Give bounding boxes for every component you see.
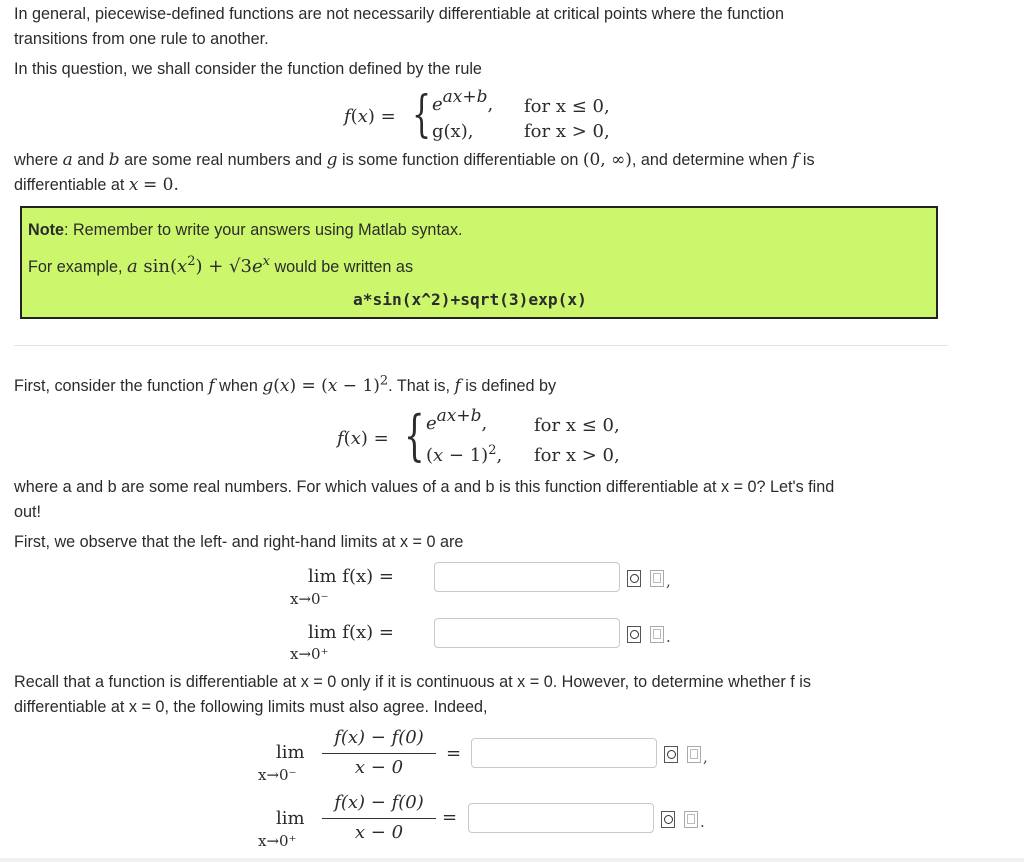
note-line-2: For example, a $\sin(x^2) + √3e^x$ would be written as <box>28 254 414 277</box>
note-example-math: a $\sin(x^2) + √3e^x$ <box>126 254 270 277</box>
dq-left-eq: = <box>446 743 462 764</box>
preview-icon[interactable] <box>627 570 641 587</box>
def1-case1-cond: for x ≤ 0, <box>524 96 610 117</box>
section-divider <box>14 345 948 346</box>
lim-left-top: lim f(x) = <box>308 566 394 587</box>
answer-punct: . <box>700 813 705 831</box>
def2-case1-expr: eax+b, <box>426 406 488 434</box>
preview-icon[interactable] <box>627 626 641 643</box>
recall-line-2: differentiable at x = 0, the following limits must also agree. Indeed, <box>14 698 488 716</box>
dq-left-bar <box>322 753 436 754</box>
dq-right-num: f(x) − f(0) <box>334 792 424 813</box>
part1-observe: First, we observe that the left- and right-hand limits at x = 0 are <box>14 533 464 551</box>
lim-right-top: lim f(x) = <box>308 622 394 643</box>
def2-case1-exp: ax+b <box>436 406 482 426</box>
def2-brace: { <box>404 404 425 467</box>
help-icon[interactable] <box>687 746 701 763</box>
def1-brace: { <box>412 85 432 143</box>
recall-line-1: Recall that a function is differentiable at x = 0 only if it is continuous at x = 0. However, to determine whether f is <box>14 673 811 691</box>
def1-case1-exp: ax+b <box>442 87 488 107</box>
dq-left-den: x − 0 <box>354 757 404 778</box>
def2-case2-expr: $(x - 1)^2$, <box>426 443 503 466</box>
dq-right-den: x − 0 <box>354 822 404 843</box>
answer-punct: , <box>703 748 708 766</box>
intro-line-3: In this question, we shall consider the function defined by the rule <box>14 60 482 78</box>
lim-left-sub: x→0⁻ <box>290 590 329 608</box>
part1-out: out! <box>14 503 42 521</box>
lim-right-sub: x→0⁺ <box>290 645 329 663</box>
page-bottom-border <box>0 858 1024 862</box>
note-line-1: Note: Remember to write your answers using Matlab syntax. <box>28 221 463 239</box>
intro-line-2: transitions from one rule to another. <box>14 30 269 48</box>
intro-line-5: differentiable at x = 0. <box>14 175 179 195</box>
answer-punct: , <box>666 572 671 590</box>
intro-line-4: where a and b are some real numbers and g is some function differentiable on (0, ∞), and determine when f is <box>14 150 815 170</box>
answer-input-right-derivative[interactable] <box>468 803 654 833</box>
help-icon[interactable] <box>650 570 664 587</box>
def2-case2-cond: for x > 0, <box>534 445 620 466</box>
intro-line-1: In general, piecewise-defined functions are not necessarily differentiable at critical points where the function <box>14 5 784 23</box>
answer-input-left-derivative[interactable] <box>471 738 657 768</box>
answer-input-right-limit[interactable] <box>434 618 620 648</box>
note-code-example: a*sin(x^2)+sqrt(3)exp(x) <box>353 290 587 309</box>
part1-line-1: First, consider the function f when $g(x) = (x - 1)^2$. That is, f is defined by <box>14 373 557 396</box>
dq-left-num: f(x) − f(0) <box>334 727 424 748</box>
def1-lhs: f(x) = <box>344 106 396 127</box>
dq-right-bar <box>322 818 436 819</box>
def1-case2-expr: g(x), <box>432 121 474 142</box>
def1-case2-cond: for x > 0, <box>524 121 610 142</box>
preview-icon[interactable] <box>664 746 678 763</box>
def2-lhs: f(x) = <box>337 428 389 449</box>
preview-icon[interactable] <box>661 811 675 828</box>
def2-case1-cond: for x ≤ 0, <box>534 415 620 436</box>
dq-right-lim: lim <box>276 808 305 829</box>
help-icon[interactable] <box>684 811 698 828</box>
dq-left-sub: x→0⁻ <box>258 766 297 784</box>
dq-left-lim: lim <box>276 742 305 763</box>
part1-where-line: where a and b are some real numbers. For which values of a and b is this function differentiable at x = 0? Let's find <box>14 478 835 496</box>
answer-input-left-limit[interactable] <box>434 562 620 592</box>
matlab-note-box <box>20 206 938 319</box>
def1-case1-expr: eax+b, <box>432 87 494 115</box>
dq-right-eq: = <box>442 807 458 828</box>
answer-punct: . <box>666 628 671 646</box>
dq-right-sub: x→0⁺ <box>258 832 297 850</box>
help-icon[interactable] <box>650 626 664 643</box>
